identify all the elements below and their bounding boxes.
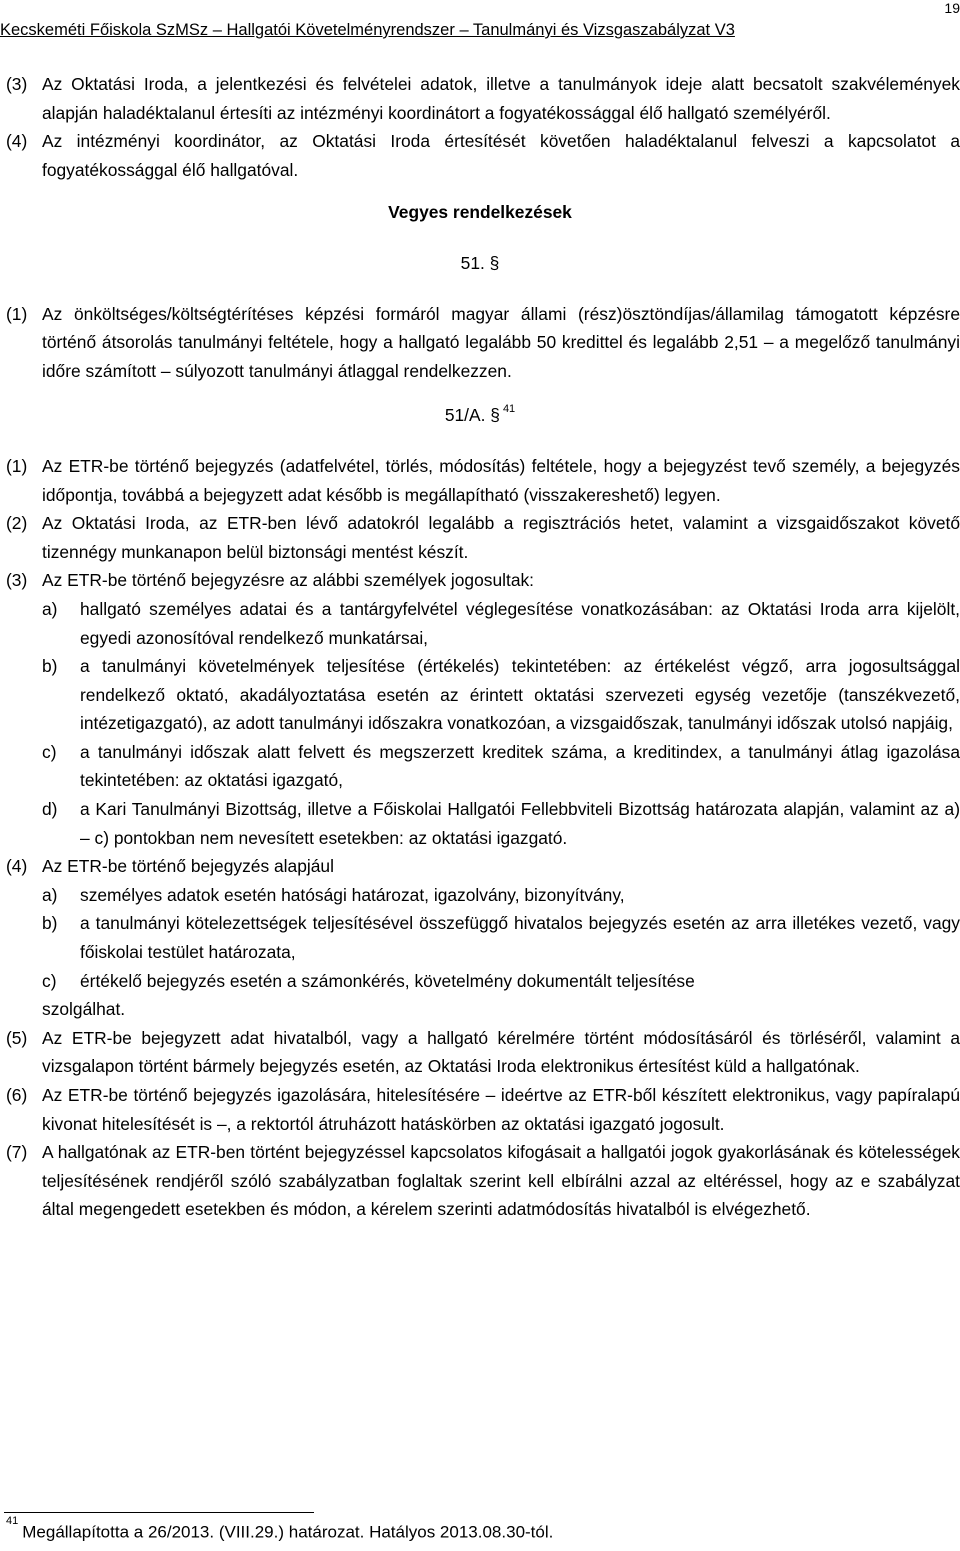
list-item-4c bbox=[0, 967, 960, 996]
section-51-heading: 51. § bbox=[460, 252, 500, 273]
paragraph-text: Az Oktatási Iroda, a jelentkezési és felvételei adatok, illetve a tanulmányok ideje alatt becsatolt szakvélemények alapján haladéktalanul értesíti az intézményi koordinátort a fogyatékossággal élő hallgató személyéről. bbox=[42, 74, 960, 123]
paragraph-text: Az Oktatási Iroda, az ETR-ben lévő adatokról legalább a regisztrációs hetet, valamint a vizsgaidőszakot követő tizennégy munkanapon belül biztonsági mentést készít. bbox=[42, 513, 960, 562]
paragraph-text: Az ETR-be történő bejegyzés (adatfelvétel, törlés, módosítás) feltétele, hogy a bejegyzést tevő személy, a bejegyzés időpontja, továbbá a bejegyzett adat később is megállapítható (visszakereshető) legyen. bbox=[42, 455, 960, 505]
paragraph-text: Az ETR-be történő bejegyzés alapjául bbox=[42, 856, 334, 877]
paragraph-label: (1) bbox=[6, 303, 28, 324]
list-item-3d bbox=[0, 795, 960, 852]
paragraph-label: (3) bbox=[6, 74, 28, 94]
list-item-label: b) bbox=[42, 656, 58, 677]
paragraph-label: (4) bbox=[6, 131, 28, 152]
section-51a-paragraph-4 bbox=[0, 852, 960, 881]
list-item-label: c) bbox=[42, 970, 57, 991]
section-51a-paragraph-6 bbox=[0, 1081, 960, 1138]
list-item-label: b) bbox=[42, 913, 58, 934]
list-item-text: a tanulmányi kötelezettségek teljesítésével összefüggő hivatalos bejegyzés esetén az arra illetékes vezető, vagy főiskolai testület határozata, bbox=[80, 913, 960, 963]
footnote bbox=[6, 1515, 554, 1543]
list-item-4b bbox=[0, 909, 960, 966]
section-51a-paragraph-1 bbox=[0, 452, 960, 509]
paragraph-label: (2) bbox=[6, 513, 28, 534]
list-item-3b bbox=[0, 652, 960, 738]
list-item-text: személyes adatok esetén hatósági határozat, igazolvány, bizonyítvány, bbox=[80, 884, 625, 905]
paragraph-label: (4) bbox=[6, 856, 28, 877]
list-item-3c bbox=[0, 738, 960, 795]
paragraph-4 bbox=[0, 127, 960, 184]
list-item-label: a) bbox=[42, 598, 58, 619]
footnote-reference[interactable]: 41 bbox=[502, 403, 516, 416]
footnote-text: Megállapította a 26/2013. (VIII.29.) határozat. Hatályos 2013.08.30-tól. bbox=[22, 1522, 554, 1542]
page-number: 19 bbox=[944, 0, 960, 16]
paragraph-label: (3) bbox=[6, 570, 28, 591]
paragraph-3 bbox=[0, 70, 960, 127]
section-title: Vegyes rendelkezések bbox=[388, 202, 572, 223]
list-item-text: értékelő bejegyzés esetén a számonkérés, követelmény dokumentált teljesítése bbox=[80, 970, 695, 991]
paragraph-4-tail: szolgálhat. bbox=[42, 999, 126, 1020]
footnote-number: 41 bbox=[6, 1515, 19, 1527]
paragraph-label: (6) bbox=[6, 1085, 28, 1105]
list-item-3a bbox=[0, 595, 960, 652]
list-item-4a bbox=[0, 881, 960, 910]
running-header: Kecskeméti Főiskola SzMSz – Hallgatói Követelményrendszer – Tanulmányi és Vizsgaszabályzat V3 bbox=[0, 21, 735, 39]
paragraph-text: Az ETR-be történő bejegyzés igazolására, hitelesítésére – ideértve az ETR-ből készített elektronikus, vagy papíralapú kivonat hitelesítését is –, a rektortól átruházott hatáskörben az oktatási igazgató jogosult. bbox=[42, 1085, 960, 1134]
list-item-text: hallgató személyes adatai és a tantárgyfelvétel véglegesítése vonatkozásában: az Oktatási Iroda arra kijelölt, egyedi azonosítóval rendelkező munkatársai, bbox=[80, 598, 960, 648]
section-51a-heading bbox=[0, 401, 960, 430]
paragraph-text: Az ETR-be történő bejegyzésre az alábbi személyek jogosultak: bbox=[42, 570, 535, 591]
paragraph-label: (7) bbox=[6, 1142, 28, 1163]
section-51a-paragraph-2 bbox=[0, 509, 960, 566]
document-body bbox=[0, 70, 960, 1224]
section-51a-paragraph-5 bbox=[0, 1024, 960, 1081]
footnote-separator bbox=[4, 1512, 314, 1513]
section-51a-paragraph-7 bbox=[0, 1138, 960, 1224]
paragraph-text: Az ETR-be bejegyzett adat hivatalból, vagy a hallgató kérelmére történt módosításáról és törléséről, valamint a vizsgalapon történt bármely bejegyzés esetén, az Oktatási Iroda elektronikus értesítést küld a hallgatónak. bbox=[42, 1027, 960, 1077]
list-item-text: a tanulmányi időszak alatt felvett és megszerzett kreditek száma, a kreditindex, a tanulmányi átlag igazolása tekintetében: az oktatási igazgató, bbox=[80, 741, 960, 791]
paragraph-label: (1) bbox=[6, 455, 28, 476]
list-item-text: a Kari Tanulmányi Bizottság, illetve a Főiskolai Hallgatói Fellebbviteli Bizottság határozata alapján, valamint az a) – c) pontokban nem nevesített esetekben: az oktatási igazgató. bbox=[80, 799, 960, 848]
list-item-label: a) bbox=[42, 884, 58, 905]
section-number: 51/A. § bbox=[444, 405, 500, 426]
paragraph-label: (5) bbox=[6, 1027, 28, 1048]
list-item-text: a tanulmányi követelmények teljesítése (értékelés) tekintetében: az értékelést végző, arra jogosultsággal rendelkező oktató, akadályoztatása esetén az érintett oktatási szervezeti egység vezetője (tanszékvezető, intézetigazgató), az adott tanulmányi időszakra vonatkozóan, a vizsgaidőszak, tanulmányi időszak utolsó napjáig, bbox=[80, 656, 960, 734]
paragraph-text: Az önköltséges/költségtérítéses képzési formáról magyar állami (rész)ösztöndíjas/államilag támogatott képzésre történő átsorolás tanulmányi feltétele, hogy a hallgató legalább 50 kredittel és legalább 2,51 – a megelőző tanulmányi időre számított – súlyozott tanulmányi átlaggal rendelkezzen. bbox=[42, 303, 960, 381]
section-51a-paragraph-3 bbox=[0, 566, 960, 595]
list-item-label: c) bbox=[42, 741, 57, 762]
paragraph-text: A hallgatónak az ETR-ben történt bejegyzéssel kapcsolatos kifogásait a hallgatói jogok gyakorlásának és kötelességek teljesítésének rendjéről szóló szabályzatban foglaltak szerint kell elbírálni azzal az eltéréssel, hogy az e szabályzat által megengedett esetekben és módon, a kérelem szerinti adatmódosítás hivatalból is elvégezhető. bbox=[42, 1142, 960, 1220]
list-item-label: d) bbox=[42, 799, 58, 820]
section-51-paragraph-1 bbox=[0, 300, 960, 386]
paragraph-text: Az intézményi koordinátor, az Oktatási Iroda értesítését követően haladéktalanul felveszi a kapcsolatot a fogyatékossággal élő hallgatóval. bbox=[42, 131, 960, 180]
